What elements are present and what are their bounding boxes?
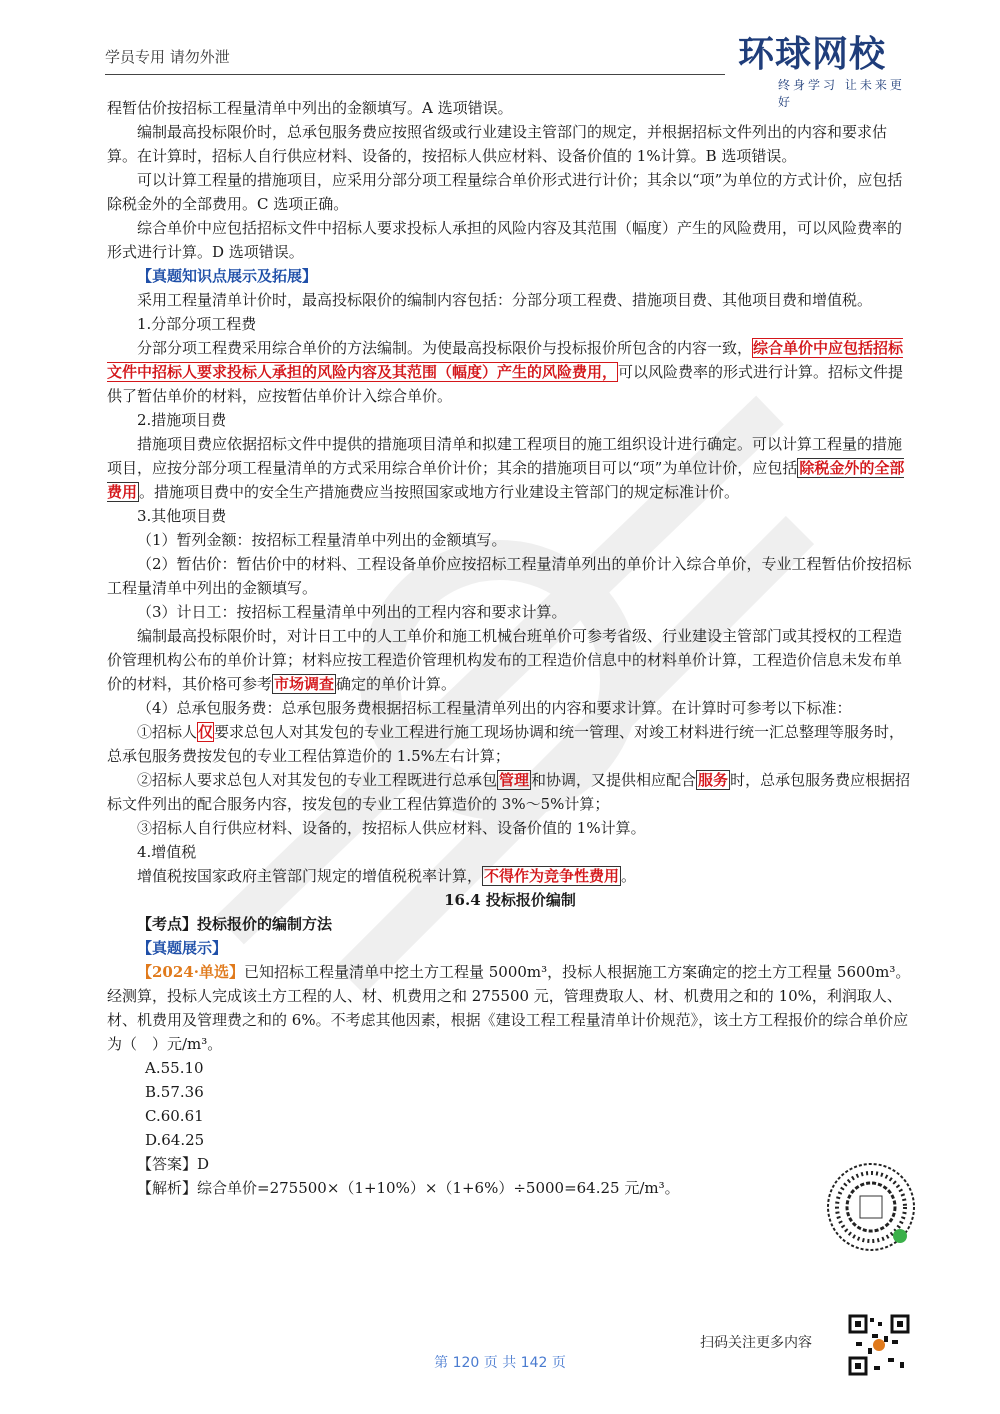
paragraph: （2）暂估价：暂估价中的材料、工程设备单价应按招标工程量清单列出的单价计入综合单价，专业工程暂估价按招标工程量清单中列出的金额填写。 xyxy=(107,555,912,597)
subheading: 4.增值税 xyxy=(137,843,197,861)
logo-slogan: 终身学习 让未来更好 xyxy=(778,78,905,109)
paragraph: 可以计算工程量的措施项目，应采用分部分项工程量综合单价形式进行计价；其余以“项”为单位的方式计价，应包括除税金外的全部费用。C 选项正确。 xyxy=(107,171,903,213)
logo-text: 环球网校 xyxy=(738,34,887,75)
highlight-box: 不得作为竞争性费用 xyxy=(484,867,620,885)
document-body xyxy=(107,96,913,1200)
highlight-box: 综合单价中应包括招标文件中招标人要求投标人承担的风险内容及其范围（幅度）产生的风险费用， xyxy=(107,339,904,381)
question: 【2024·单选】已知招标工程量清单中挖土方工程量 5000m³，投标人根据施工方案确定的挖土方工程量 5600m³。经测算，投标人完成该土方工程的人、材、机费用之和 275500 元，管理费取人、材、机费用之和的 10%，利润取人、材、机费用及管理费之和的 6%。不考虑其他因素，根据《建设工程工程量清单计价规范》，该土方工程报价的综合单价应为（ ）元/m³。 xyxy=(107,963,911,1053)
paragraph: （4）总承包服务费：总承包服务费根据招标工程量清单列出的内容和要求计算。在计算时可参考以下标准： xyxy=(137,699,852,717)
wechat-qr-code xyxy=(826,1162,916,1252)
paragraph: 分部分项工程费采用综合单价的方法编制。为使最高投标限价与投标报价所包含的内容一致，综合单价中应包括招标文件中招标人要求投标人承担的风险内容及其范围（幅度）产生的风险费用，可以风险费率的形式进行计算。招标文件提供了暂估单价的材料，应按暂估单价计入综合单价。 xyxy=(107,339,904,405)
header-divider xyxy=(105,74,725,75)
answer: 【答案】D xyxy=(137,1155,210,1173)
highlight-box: 仅 xyxy=(198,723,214,741)
paragraph: ②招标人要求总包人对其发包的专业工程既进行总承包 管理 和协调，又提供相应配合 服务 时，总承包服务费应根据招标文件列出的配合服务内容，按发包的专业工程估算造价的 3%～5%计算； xyxy=(107,771,911,813)
chapter-heading: 16.4 投标报价编制 xyxy=(444,891,576,909)
paragraph: 增值税按国家政府主管部门规定的增值税税率计算， 不得作为竞争性费用 。 xyxy=(137,867,637,885)
subheading: 2.措施项目费 xyxy=(137,411,227,429)
paragraph: ③招标人自行供应材料、设备的，按招标人供应材料、设备价值的 1%计算。 xyxy=(137,819,646,837)
paragraph: ①招标人仅要求总包人对其发包的专业工程进行施工现场协调和统一管理、对竣工材料进行统一汇总整理等服务时，总承包服务费按发包的专业工程估算造价的 1.5%左右计算； xyxy=(107,723,905,765)
paragraph: 综合单价中应包括招标文件中招标人要求投标人承担的风险内容及其范围（幅度）产生的风险费用，可以风险费率的形式进行计算。D 选项错误。 xyxy=(107,219,903,261)
option-c: C.60.61 xyxy=(145,1107,204,1125)
option-d: D.64.25 xyxy=(145,1131,205,1149)
option-a: A.55.10 xyxy=(145,1059,204,1077)
subheading: 1.分部分项工程费 xyxy=(137,315,257,333)
subheading: 3.其他项目费 xyxy=(137,507,227,525)
paragraph: （1）暂列金额：按招标工程量清单中列出的金额填写。 xyxy=(137,531,507,549)
kaodian-label: 【考点】投标报价的编制方法 xyxy=(137,915,333,933)
paragraph: 编制最高投标限价时，对计日工中的人工单价和施工机械台班单价可参考省级、行业建设主管部门或其授权的工程造价管理机构公布的单价计算；材料应按工程造价管理机构发布的工程造价信息中的材料单价计算，工程造价信息未发布单价的材料，其价格可参考 市场调查 确定的单价计算。 xyxy=(107,627,903,693)
highlight-box: 除税金外的全部费用 xyxy=(107,459,905,501)
option-b: B.57.36 xyxy=(145,1083,204,1101)
highlight-box: 管理 xyxy=(499,771,530,789)
highlight-box: 服务 xyxy=(698,771,729,789)
question-tag: 【2024·单选】 xyxy=(137,963,244,981)
paragraph: 程暂估价按招标工程量清单中列出的金额填写。A 选项错误。 xyxy=(107,99,513,117)
analysis: 【解析】综合单价=275500×（1+10%）×（1+6%）÷5000=64.25 元/m³。 xyxy=(137,1179,680,1197)
scan-prompt: 扫码关注更多内容 xyxy=(700,1335,812,1351)
section-title: 【真题知识点展示及拓展】 xyxy=(137,267,318,285)
page-number: 第 120 页 共 142 页 xyxy=(434,1355,566,1371)
paragraph: 编制最高投标限价时，总承包服务费应按照省级或行业建设主管部门的规定，并根据招标文件列出的内容和要求估算。在计算时，招标人自行供应材料、设备的，按招标人供应材料、设备价值的 1%计算。B 选项错误。 xyxy=(107,123,888,165)
highlight-box: 市场调查 xyxy=(274,675,335,693)
zhenti-label: 【真题展示】 xyxy=(137,939,228,957)
paragraph: 采用工程量清单计价时，最高投标限价的编制内容包括：分部分项工程费、措施项目费、其他项目费和增值税。 xyxy=(137,291,873,309)
header-notice: 学员专用 请勿外泄 xyxy=(105,48,230,66)
paragraph: 措施项目费应依据招标文件中提供的措施项目清单和拟建工程项目的施工组织设计进行确定。可以计算工程量的措施项目，应按分部分项工程量清单的方式采用综合单价计价；其余的措施项目可以“项”为单位计价，应包括 除税金外的全部费用 。措施项目费中的安全生产措施费应当按照国家或地方行业建设主管部门的规定标准计价。 xyxy=(107,435,905,501)
paragraph: （3）计日工：按招标工程量清单中列出的工程内容和要求计算。 xyxy=(137,603,567,621)
